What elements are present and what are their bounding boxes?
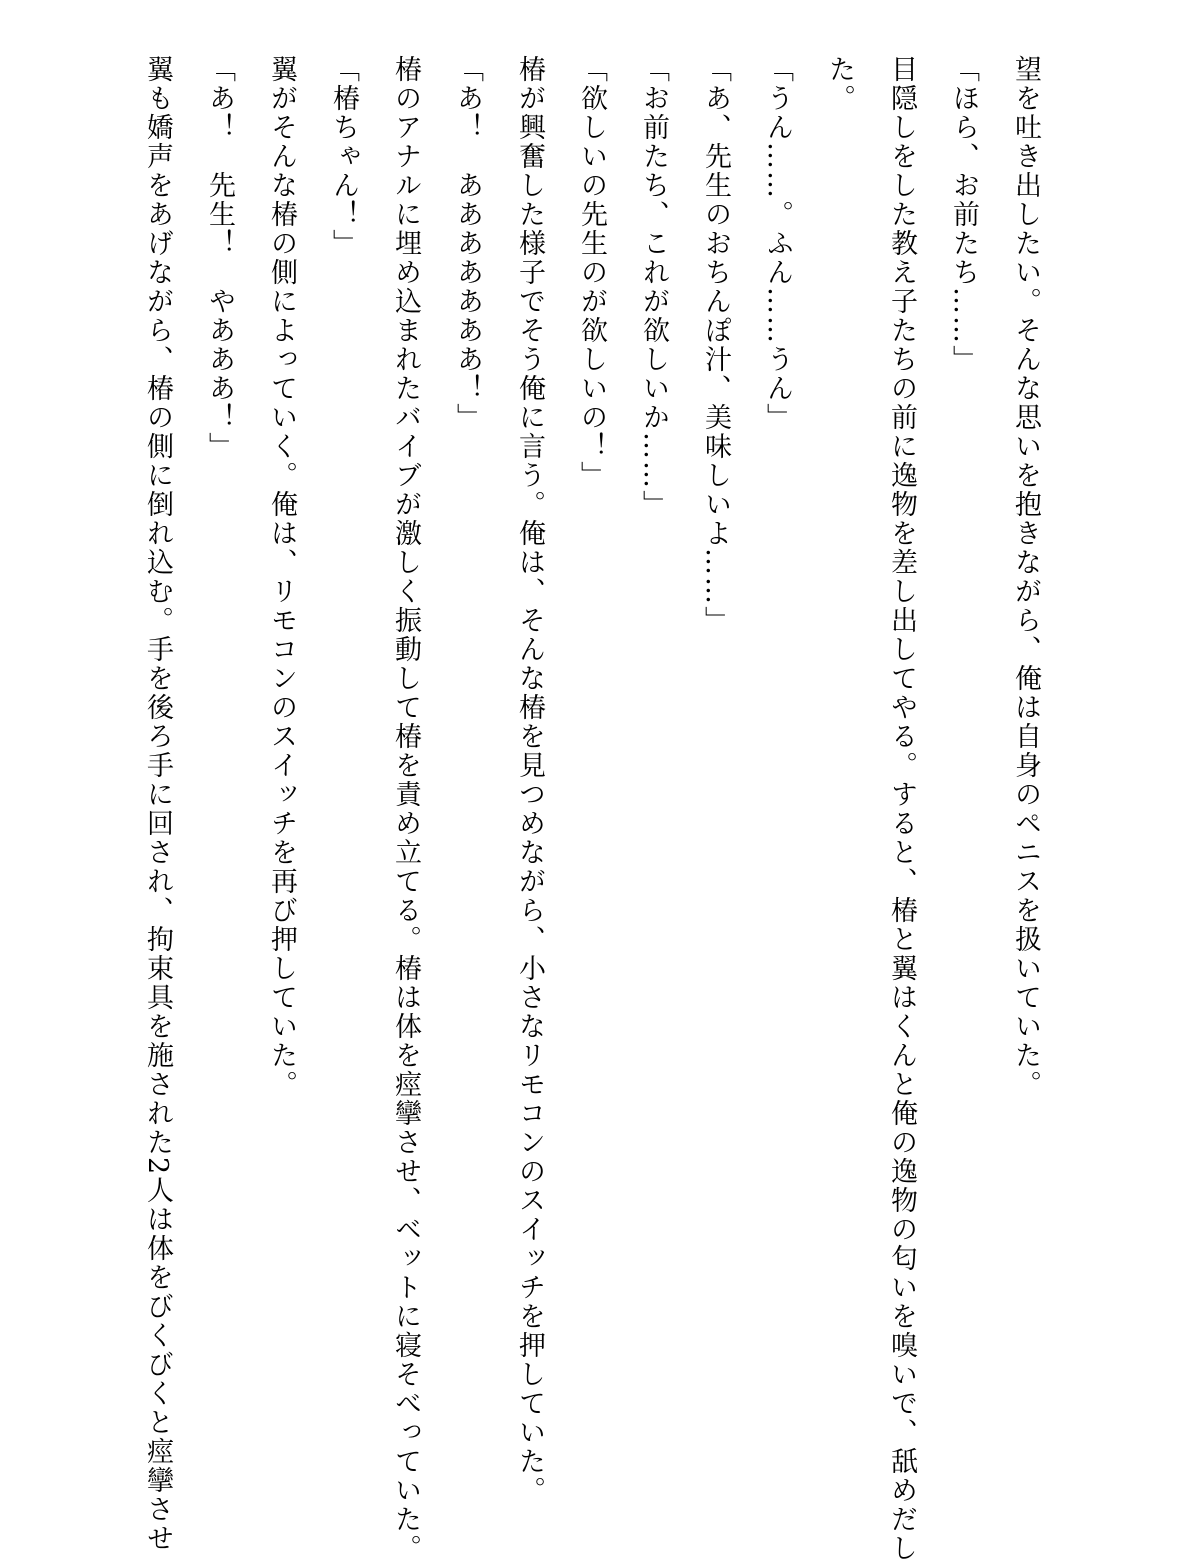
text-line: 「あ！ あああああああ！」 [452, 55, 483, 432]
vertical-text-body [126, 55, 1056, 1563]
text-line: 「ほら、お前たち……」 [948, 55, 979, 374]
text-line: 目隠しをした教え子たちの前に逸物を差し出してやる。すると、椿と翼はくんと俺の逸物の匂いを嗅いで、舐めだし [886, 55, 917, 1563]
text-line: 望を吐き出したい。そんな思いを抱きながら、俺は自身のペニスを扱いていた。 [1010, 55, 1041, 1099]
text-line: 「お前たち、これが欲しいか……」 [638, 55, 669, 519]
text-line: 「うん……。ふん……うん」 [762, 55, 793, 432]
text-line: た。 [824, 55, 855, 113]
text-line: 「あ、先生のおちんぽ汁、美味しいよ……」 [700, 55, 731, 635]
text-line: 椿が興奮した様子でそう俺に言う。俺は、そんな椿を見つめながら、小さなリモコンのスイッチを押していた。 [514, 55, 545, 1505]
text-line: 椿のアナルに埋め込まれたバイブが激しく振動して椿を責め立てる。椿は体を痙攣させ、ベットに寝そべっていた。 [390, 55, 421, 1563]
text-line: 「あ！ 先生！ やあああ！」 [204, 55, 235, 461]
text-line: 「椿ちゃん！」 [328, 55, 359, 258]
text-line: 翼も嬌声をあげながら、椿の側に倒れ込む。手を後ろ手に回され、拘束具を施された2人は体をびくびくと痙攣させ [142, 55, 173, 1554]
text-line: 翼がそんな椿の側によっていく。俺は、リモコンのスイッチを再び押していた。 [266, 55, 297, 1099]
text-line: 「欲しいの先生のが欲しいの！」 [576, 55, 607, 490]
